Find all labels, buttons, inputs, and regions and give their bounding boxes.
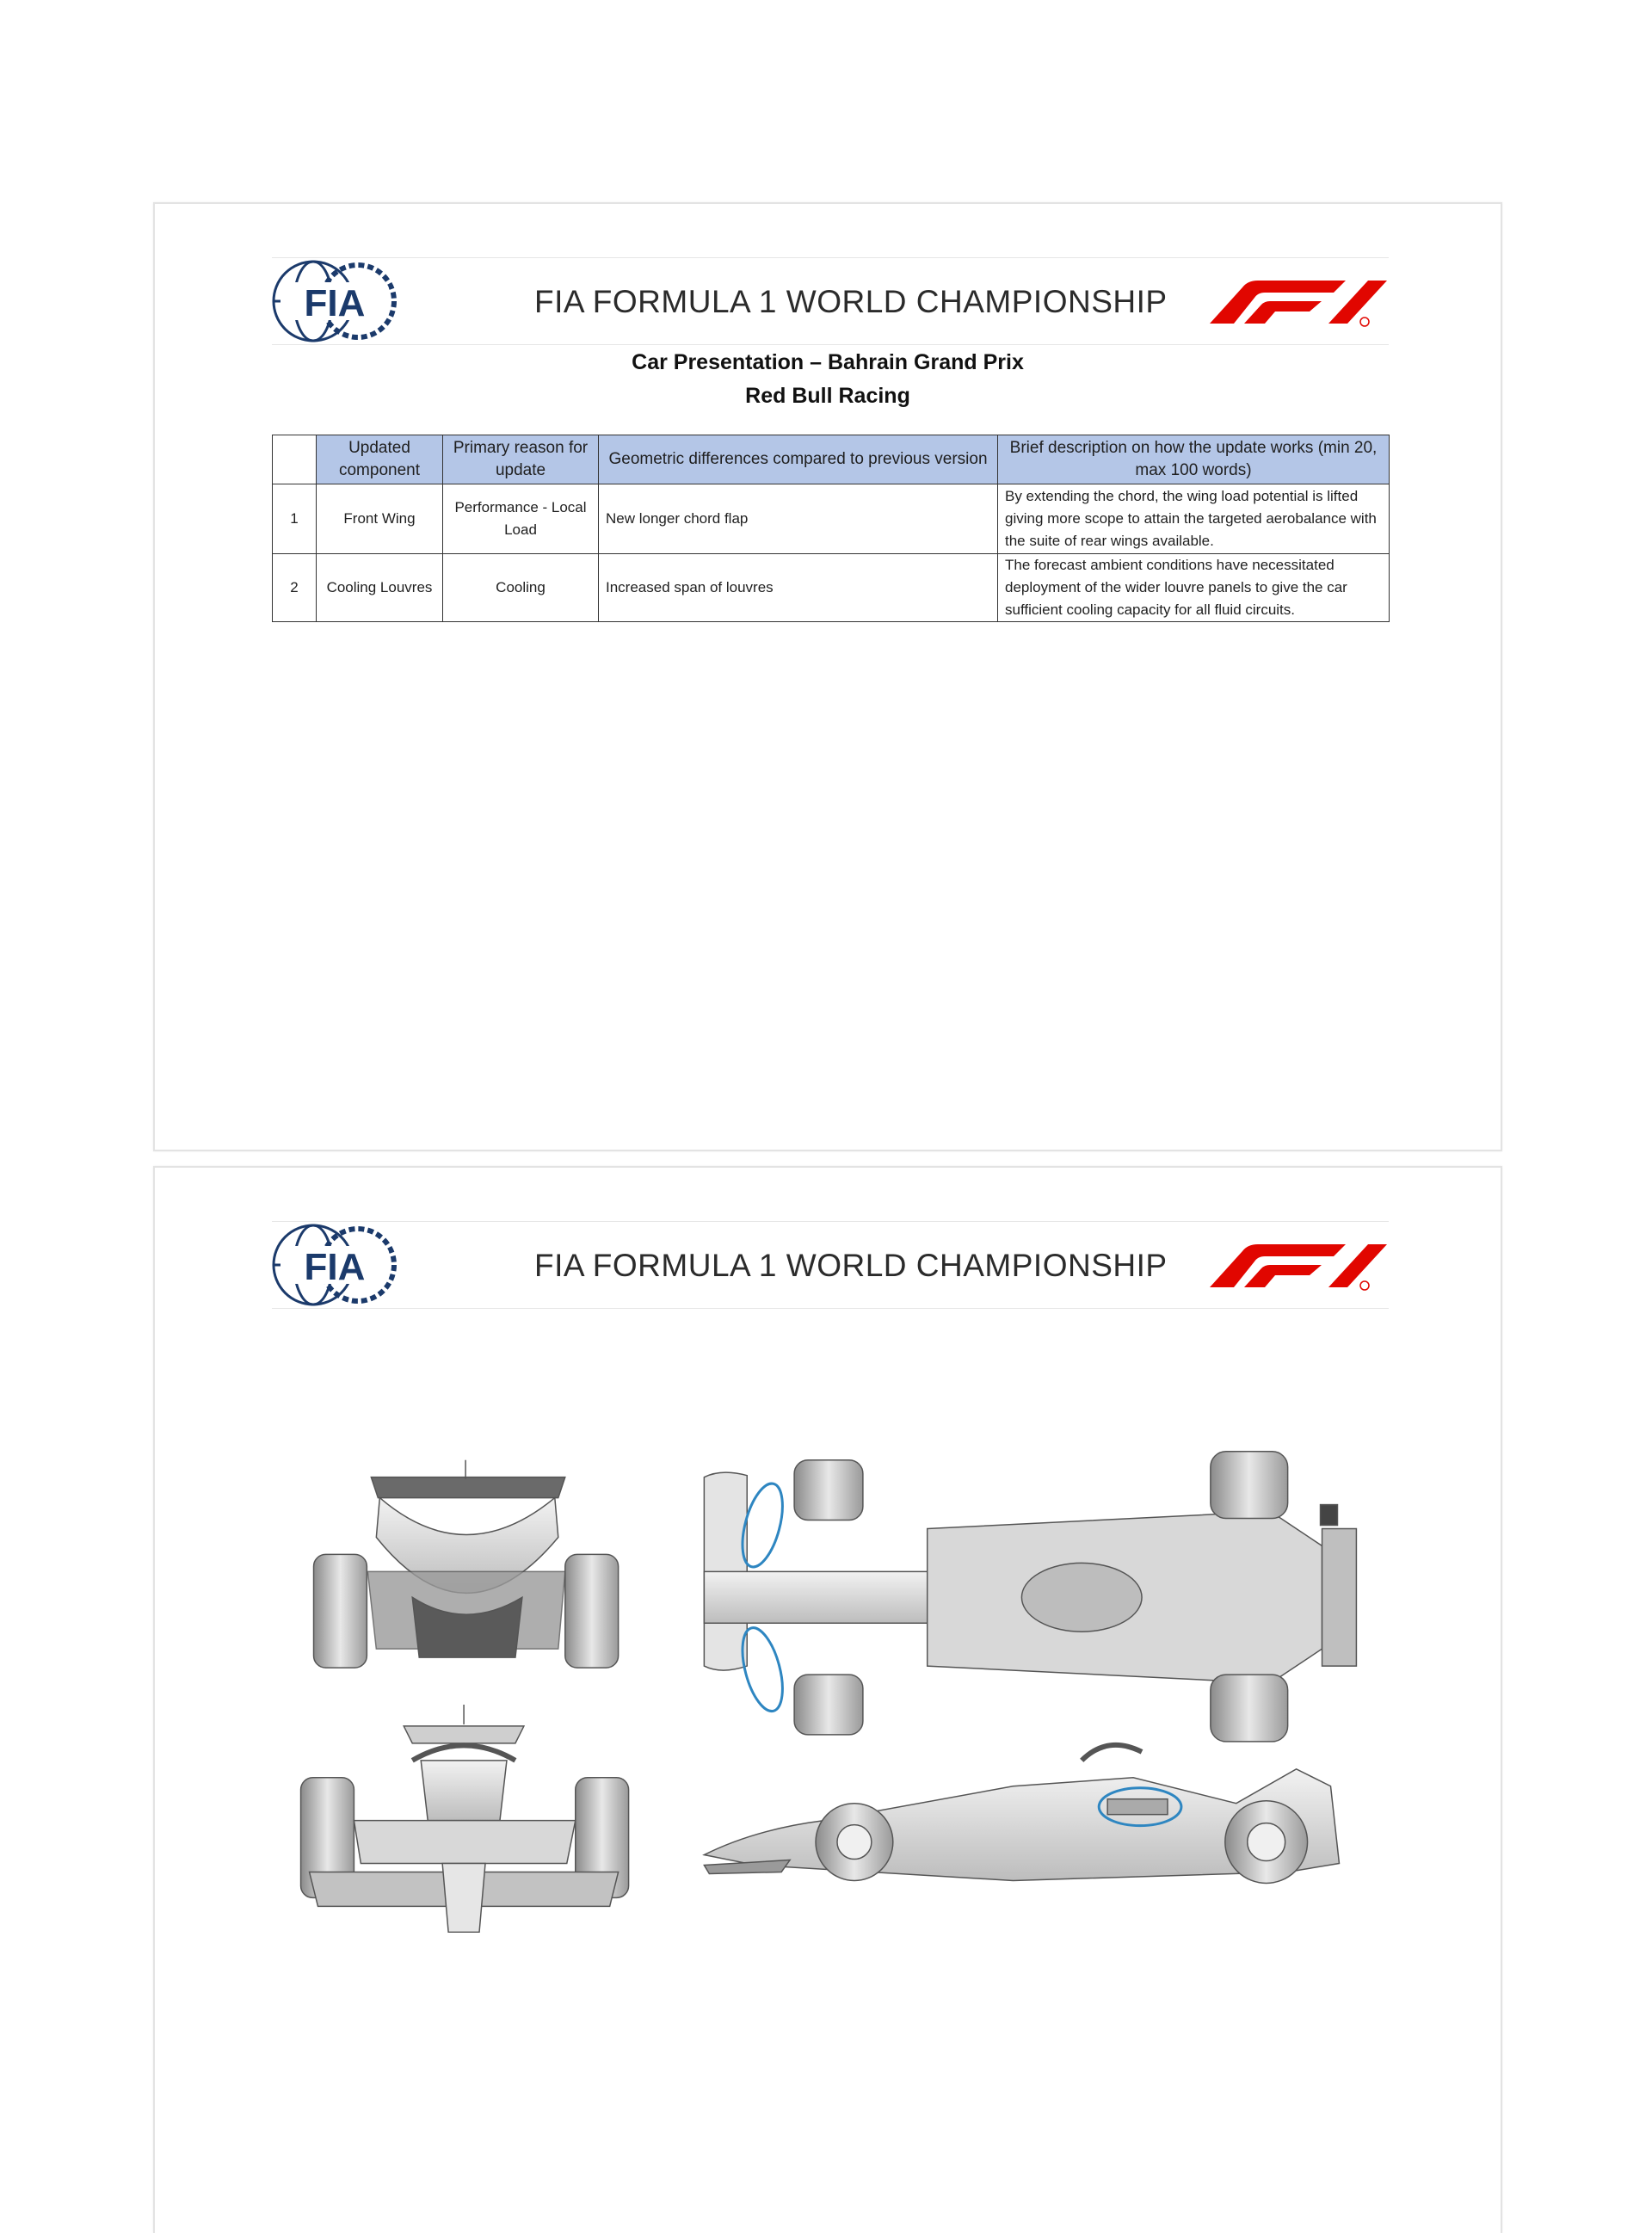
row-description: The forecast ambient conditions have necessitated deployment of the wider louvre panels to give the car sufficient cooling capacity for all fluid circuits. bbox=[998, 554, 1390, 622]
header-cell-number bbox=[273, 435, 317, 484]
row-number: 2 bbox=[273, 554, 317, 622]
row-reason: Performance - Local Load bbox=[443, 484, 599, 554]
row-geometry: New longer chord flap bbox=[599, 484, 998, 554]
table-row bbox=[273, 554, 1390, 622]
table-header-row bbox=[273, 435, 1390, 484]
header-cell-component: Updated component bbox=[317, 435, 443, 484]
header-title: FIA FORMULA 1 WORLD CHAMPIONSHIP bbox=[534, 284, 1168, 319]
row-component: Front Wing bbox=[317, 484, 443, 554]
top-view-drawing bbox=[704, 1452, 1356, 1742]
header-cell-reason: Primary reason for update bbox=[443, 435, 599, 484]
page-header bbox=[272, 257, 1389, 345]
fia-logo-icon bbox=[272, 256, 398, 346]
car-drawings bbox=[155, 1168, 1501, 2233]
header-cell-description: Brief description on how the update works (min 20, max 100 words) bbox=[998, 435, 1390, 484]
front-view-drawing bbox=[301, 1705, 629, 1932]
header-cell-geometry: Geometric differences compared to previous version bbox=[599, 435, 998, 484]
row-reason: Cooling bbox=[443, 554, 599, 622]
updates-table bbox=[272, 435, 1390, 622]
svg-text:FIA: FIA bbox=[304, 1246, 366, 1288]
header-title: FIA FORMULA 1 WORLD CHAMPIONSHIP bbox=[534, 1248, 1168, 1283]
document-page-2 bbox=[153, 1166, 1502, 2233]
table-row bbox=[273, 484, 1390, 554]
row-geometry: Increased span of louvres bbox=[599, 554, 998, 622]
document-page-1 bbox=[153, 202, 1502, 1151]
document-title: Car Presentation – Bahrain Grand Prix bbox=[632, 350, 1024, 374]
document-subtitle: Red Bull Racing bbox=[745, 384, 910, 408]
front-wing-highlight bbox=[735, 1624, 790, 1716]
row-description: By extending the chord, the wing load potential is lifted giving more scope to attain the targeted aerobalance with the suite of rear wings available. bbox=[998, 484, 1390, 554]
side-view-drawing bbox=[704, 1745, 1339, 1884]
svg-text:FIA: FIA bbox=[304, 282, 366, 324]
row-component: Cooling Louvres bbox=[317, 554, 443, 622]
row-number: 1 bbox=[273, 484, 317, 554]
rear-view-drawing bbox=[314, 1460, 619, 1668]
f1-logo-icon bbox=[1208, 275, 1389, 327]
